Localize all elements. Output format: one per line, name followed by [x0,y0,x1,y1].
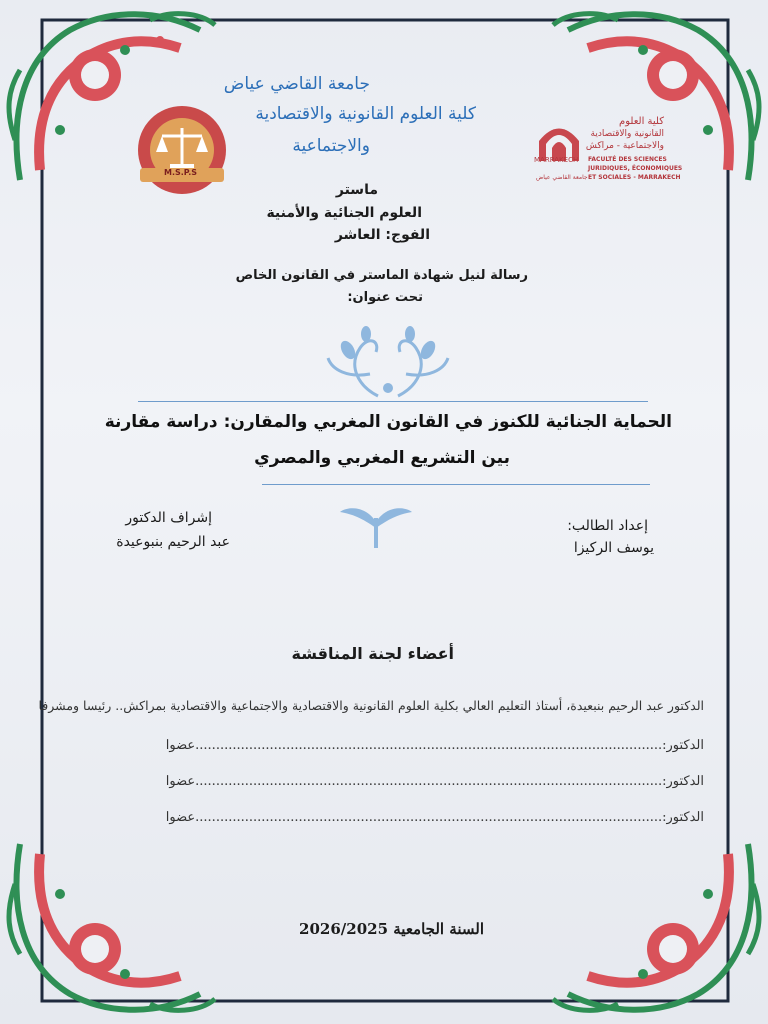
member-dots: ................................................................................................................. [195,810,663,825]
member-dots: ................................................................................................................. [195,774,663,789]
committee-member-row-2 [166,774,704,789]
committee-member-row-3 [166,810,704,825]
student-name: يوسف الركيزا [573,540,654,556]
specialty-name: العلوم الجنائية والأمنية [266,205,422,221]
corner-ornament-bottom-right [538,824,768,1024]
faculty-logo-ar3: والاجتماعية - مراكش [585,141,664,151]
member-role: عضوا [165,738,196,753]
divider-top [138,401,648,402]
member-prefix: الدكتور: [662,810,704,825]
under-title-label: تحت عنوان: [347,290,423,305]
faculty-name-line2: والاجتماعية [292,136,370,156]
faculty-logo-fr3: ET SOCIALES - MARRAKECH [588,174,681,181]
supervisor-label: إشراف الدكتور [125,510,212,526]
thesis-purpose: رسالة لنيل شهادة الماستر في القانون الخاص [235,268,528,283]
faculty-logo-fr2: JURIDIQUES, ÉCONOMIQUES [588,165,683,172]
faculty-logo-ar1: كلية العلوم [619,116,664,127]
supervisor-name: عبد الرحيم بنبوعيدة [116,534,230,550]
msps-seal-logo [126,100,238,200]
member-prefix: الدكتور: [662,774,704,789]
floral-ornament-top [318,326,458,402]
student-label: إعداد الطالب: [567,518,648,534]
faculty-name-line1: كلية العلوم القانونية والاقتصادية [255,104,476,124]
member-role: عضوا [165,774,196,789]
faculty-logo-small: جامعة القاضي عياض [536,174,588,181]
cohort-label: الفوج: العاشر [334,227,430,243]
member-role: عضوا [165,810,196,825]
faculty-logo [534,116,683,196]
member-prefix: الدكتور: [662,738,704,753]
corner-ornament-bottom-left [0,824,230,1024]
academic-year: السنة الجامعية 2026/2025 [299,920,484,938]
master-label: ماستر [335,182,378,198]
divider-bottom [262,484,650,485]
faculty-logo-fr1: FACULTÉ DES SCIENCES [588,156,667,163]
university-name: جامعة القاضي عياض [223,74,370,94]
thesis-title-line2: بين التشريع المغربي والمصري [254,448,510,468]
floral-ornament-small [338,500,414,550]
msps-seal-text: M.S.P.S [164,168,197,177]
committee-heading: أعضاء لجنة المناقشة [291,644,454,663]
thesis-title-line1: الحماية الجنائية للكنوز في القانون المغربي والمقارن: دراسة مقارنة [104,412,672,432]
committee-chair-row: الدكتور عبد الرحيم بنبعيدة، أستاذ التعليم العالي بكلية العلوم القانونية والاقتصادية والاجتماعية والاقتصادية بمراكش.. رئيسا ومشرفا [38,698,704,713]
faculty-logo-brand: MARRAKECH [534,156,579,164]
committee-member-row-1 [166,738,704,753]
member-dots: ................................................................................................................. [195,738,663,753]
faculty-logo-ar2: القانونية والاقتصادية [590,129,664,139]
